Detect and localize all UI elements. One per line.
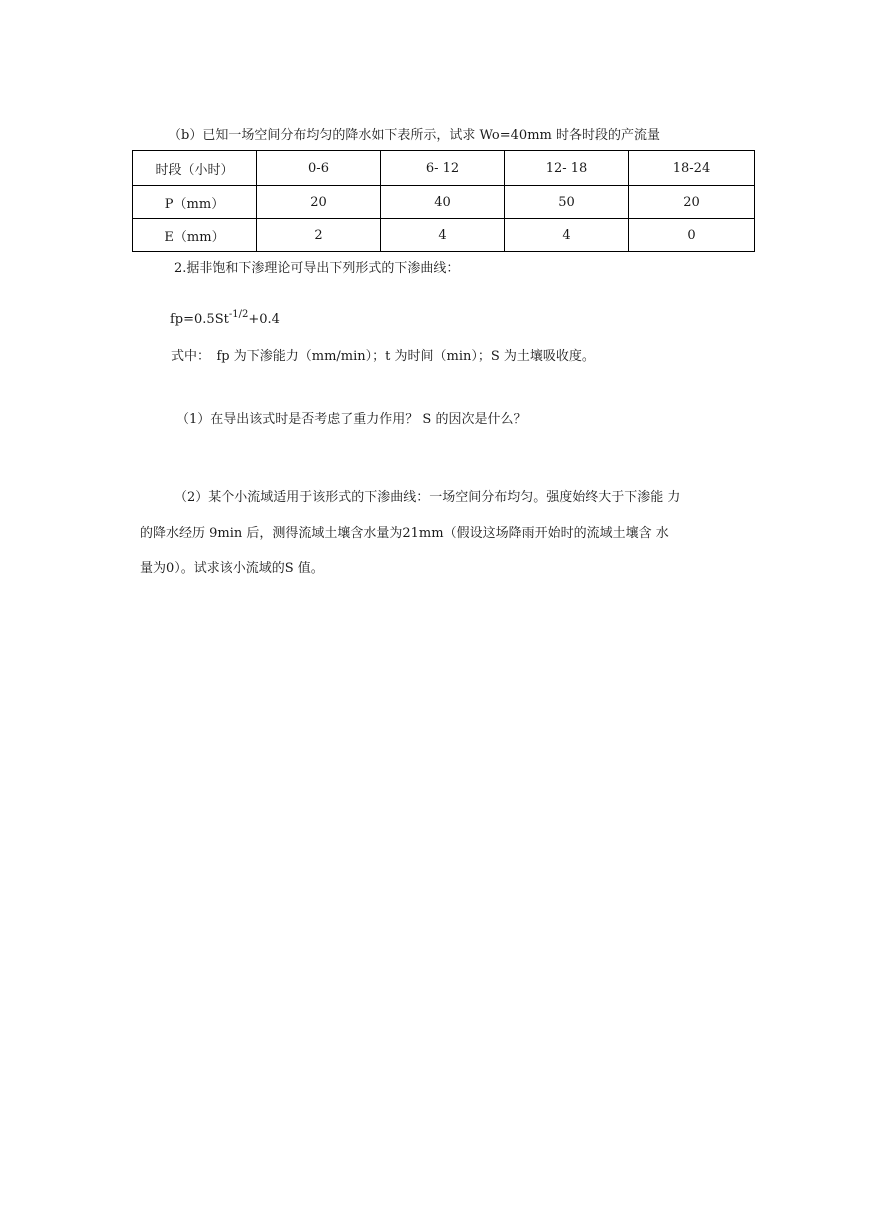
sub-question-2-line: （2）某个小流域适用于该形式的下渗曲线：一场空间分布均匀。强度始终大于下渗能 力 [174,490,681,505]
problem-b-statement: （b）已知一场空间分布均匀的降水如下表所示，试求 Wo=40mm 时各时段的产流量 [168,128,660,143]
formula-exponent: -1/2 [228,309,249,320]
table-header-cell: 时段（小时） [133,151,257,186]
table-cell: 20 [257,186,381,219]
sub-question-2-line: 的降水经历 9min 后，测得流域土壤含水量为21mm（假设这场降雨开始时的流域土壤含 水 [140,526,669,541]
table-cell: 4 [505,219,629,252]
table-header-cell: 12- 18 [505,151,629,186]
table-cell: 4 [381,219,505,252]
sub-question-2-line: 量为0）。试求该小流域的S 值。 [140,561,324,576]
table-header-row [133,151,755,186]
table-header-cell: 18-24 [629,151,755,186]
table-row-label: P（mm） [133,186,257,219]
infiltration-formula [170,306,280,329]
table-cell: 40 [381,186,505,219]
question-2-heading: 2.据非饱和下渗理论可导出下列形式的下渗曲线： [174,261,460,276]
table-cell: 2 [257,219,381,252]
table-row [133,219,755,252]
sub-question-1: （1）在导出该式时是否考虑了重力作用？ S 的因次是什么？ [176,412,527,427]
formula-suffix: +0.4 [248,312,280,327]
table-cell: 0 [629,219,755,252]
table-row [133,186,755,219]
table-cell: 20 [629,186,755,219]
precipitation-table [132,150,755,252]
table-cell: 50 [505,186,629,219]
table-header-cell: 6- 12 [381,151,505,186]
formula-definition: 式中： fp 为下渗能力（mm/min）；t 为时间（min）；S 为土壤吸收度。 [171,349,595,364]
formula-prefix: fp=0.5St [170,312,229,327]
table-header-cell: 0-6 [257,151,381,186]
table-row-label: E（mm） [133,219,257,252]
